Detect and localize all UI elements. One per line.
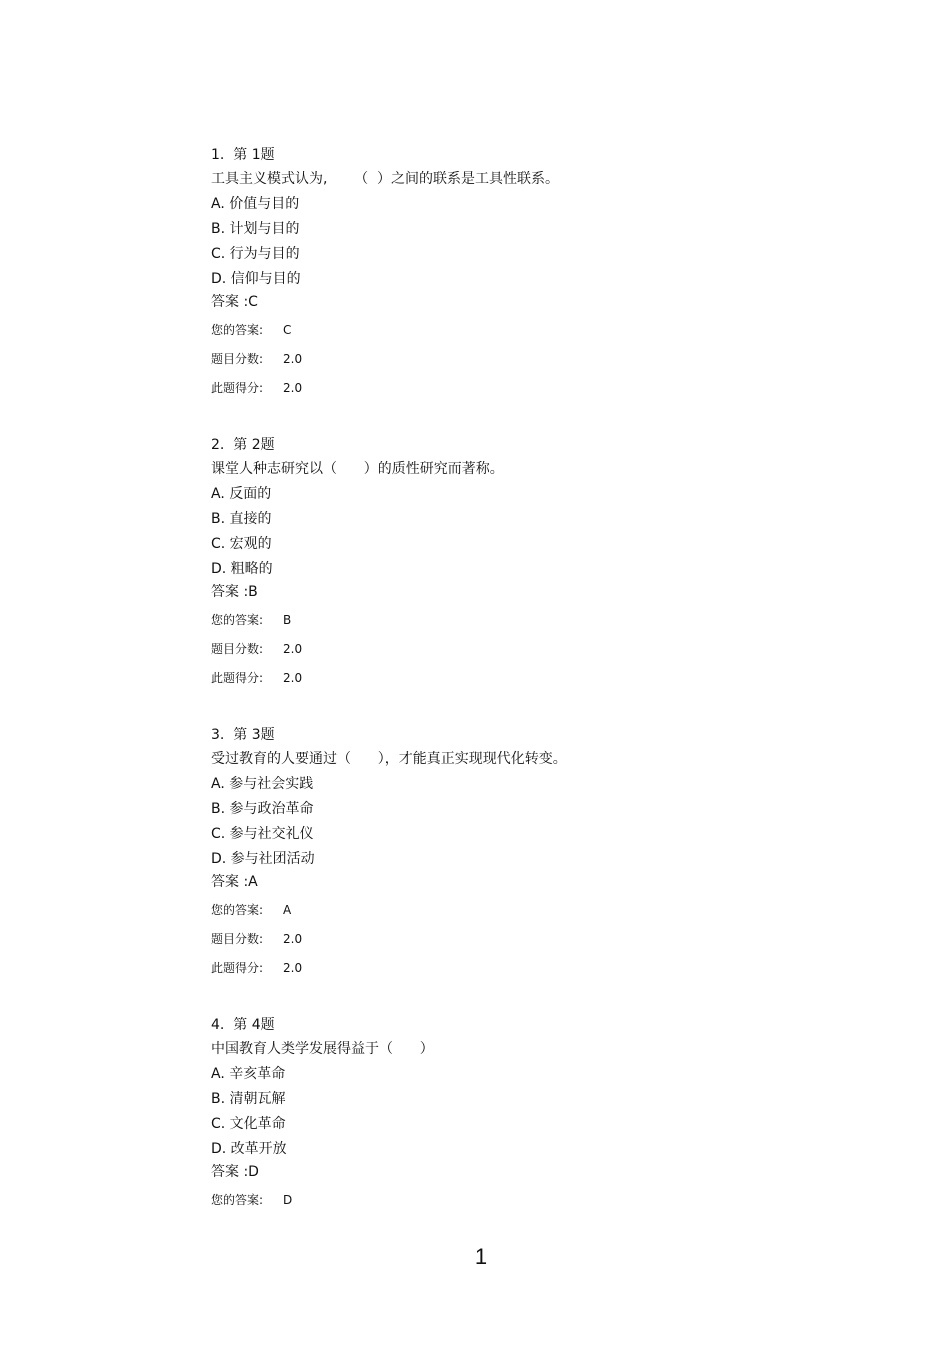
correct-answer: 答案 :D [211, 1164, 259, 1180]
score-row [211, 641, 851, 657]
option-d: D. 信仰与目的 [211, 271, 301, 287]
option-b: B. 参与政治革命 [211, 801, 314, 817]
option-d: D. 改革开放 [211, 1141, 287, 1157]
earned-value: 2.0 [283, 381, 303, 395]
your-answer-row [211, 902, 851, 918]
question-4 [211, 1015, 851, 1208]
earned-row [211, 960, 851, 976]
your-answer-label: 您的答案: [211, 1193, 264, 1207]
option-c: C. 行为与目的 [211, 246, 300, 262]
question-2 [211, 435, 851, 686]
your-answer-label: 您的答案: [211, 903, 264, 917]
score-value: 2.0 [283, 642, 303, 656]
your-answer-row [211, 612, 851, 628]
score-value: 2.0 [283, 352, 303, 366]
your-answer-value: B [283, 613, 292, 627]
option-a: A. 反面的 [211, 486, 272, 502]
option-b: B. 清朝瓦解 [211, 1091, 286, 1107]
option-d: D. 粗略的 [211, 561, 273, 577]
question-stem: 中国教育人类学发展得益于（ ） [211, 1041, 434, 1057]
question-spacer [211, 409, 851, 435]
earned-label: 此题得分: [211, 381, 264, 395]
page-number: 1 [474, 1244, 488, 1269]
option-a: A. 价值与目的 [211, 196, 300, 212]
option-c: C. 参与社交礼仪 [211, 826, 314, 842]
score-value: 2.0 [283, 932, 303, 946]
option-b: B. 计划与目的 [211, 221, 300, 237]
option-c: C. 文化革命 [211, 1116, 286, 1132]
question-1 [211, 145, 851, 396]
question-stem: 课堂人种志研究以（ ）的质性研究而著称。 [211, 461, 504, 477]
earned-value: 2.0 [283, 671, 303, 685]
earned-value: 2.0 [283, 961, 303, 975]
your-answer-row [211, 322, 851, 338]
question-stem: 工具主义模式认为, （ ）之间的联系是工具性联系。 [211, 171, 560, 187]
option-d: D. 参与社团活动 [211, 851, 315, 867]
score-label: 题目分数: [211, 352, 264, 366]
earned-label: 此题得分: [211, 961, 264, 975]
question-stem: 受过教育的人要通过（ ），才能真正实现现代化转变。 [211, 751, 567, 767]
question-header: 1. 第 1题 [211, 147, 275, 163]
earned-row [211, 670, 851, 686]
correct-answer: 答案 :A [211, 874, 258, 890]
question-3 [211, 725, 851, 976]
question-header: 4. 第 4题 [211, 1017, 275, 1033]
question-header: 2. 第 2题 [211, 437, 275, 453]
earned-label: 此题得分: [211, 671, 264, 685]
quiz-content [211, 145, 851, 1221]
your-answer-value: D [283, 1193, 293, 1207]
option-a: A. 辛亥革命 [211, 1066, 286, 1082]
score-label: 题目分数: [211, 932, 264, 946]
your-answer-label: 您的答案: [211, 613, 264, 627]
question-spacer [211, 989, 851, 1015]
score-row [211, 931, 851, 947]
your-answer-value: C [283, 323, 292, 337]
option-c: C. 宏观的 [211, 536, 272, 552]
question-header: 3. 第 3题 [211, 727, 275, 743]
correct-answer: 答案 :B [211, 584, 258, 600]
earned-row [211, 380, 851, 396]
your-answer-label: 您的答案: [211, 323, 264, 337]
score-label: 题目分数: [211, 642, 264, 656]
option-a: A. 参与社会实践 [211, 776, 314, 792]
score-row [211, 351, 851, 367]
correct-answer: 答案 :C [211, 294, 258, 310]
option-b: B. 直接的 [211, 511, 272, 527]
your-answer-row [211, 1192, 851, 1208]
question-spacer [211, 699, 851, 725]
your-answer-value: A [283, 903, 292, 917]
